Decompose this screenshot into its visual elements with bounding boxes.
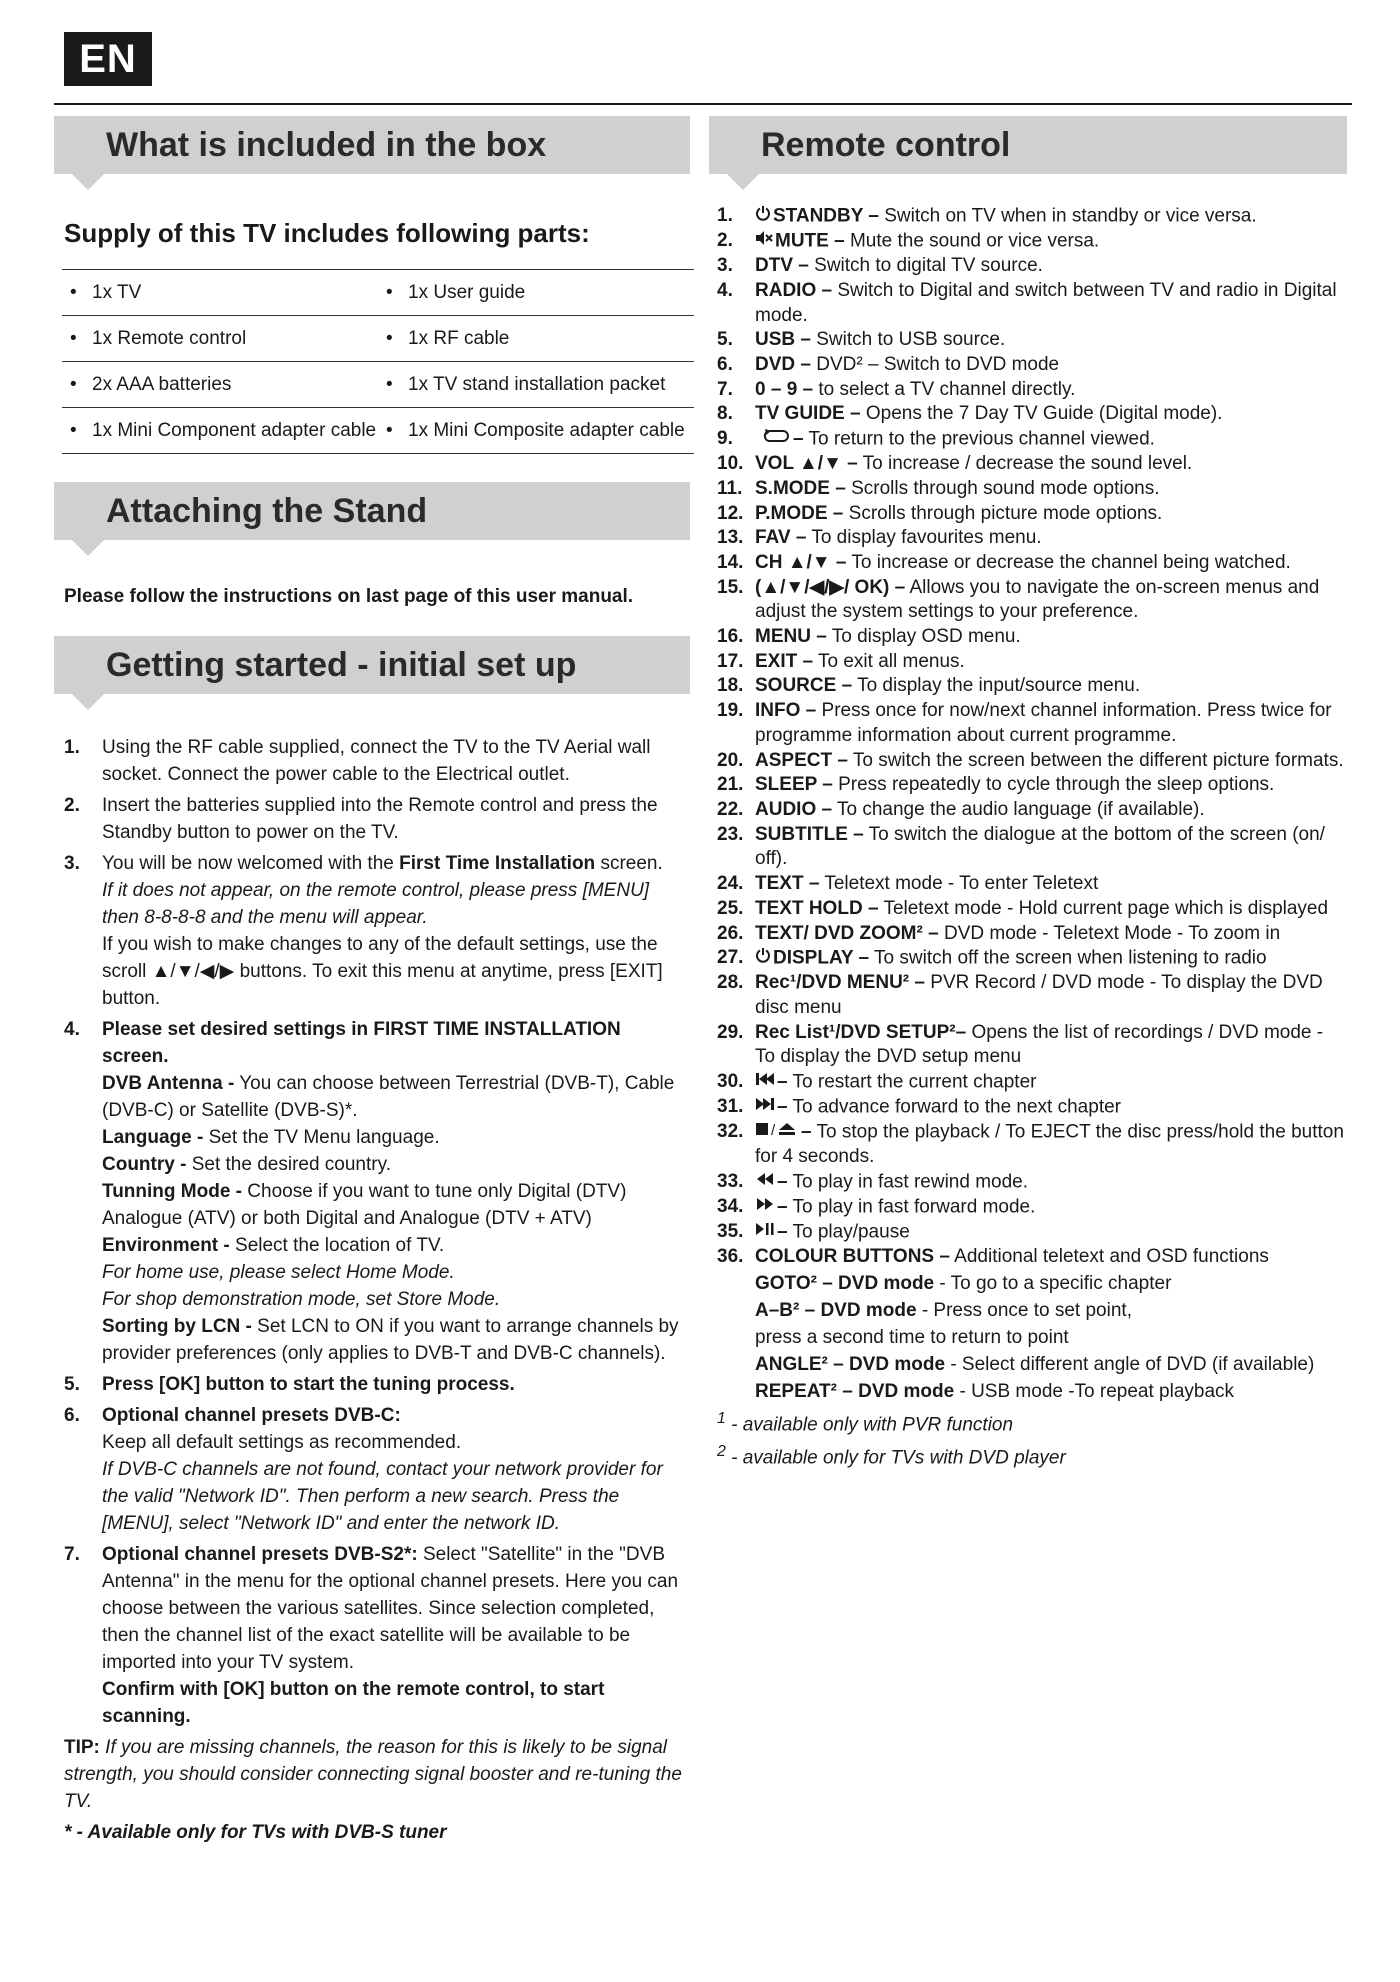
right-column xyxy=(709,116,1347,1472)
list-item: 14. CH ▲/▼ – To increase or decrease the channel being watched. xyxy=(717,551,1291,573)
dvbs-availability-note: * - Available only for TVs with DVB-S tuner xyxy=(64,1822,447,1843)
list-item: 13. FAV – To display favourites menu. xyxy=(717,527,1042,549)
remote-section-title: Remote control xyxy=(709,116,1347,174)
bullet-icon: • xyxy=(70,282,77,303)
bullet-icon: • xyxy=(386,374,393,395)
footnote-dvd: $^2$ - available only for TVs with DVD player xyxy=(717,1443,1066,1469)
list-item: 8. TV GUIDE – Opens the 7 Day TV Guide (Digital mode). xyxy=(717,403,1223,425)
svg-text:/: / xyxy=(771,1122,776,1138)
list-item: 2. Insert the batteries supplied into the Remote control and press the Standby button to power on the TV. xyxy=(64,795,658,843)
play-pause-icon xyxy=(755,1220,775,1245)
list-item: 6. DVD – DVD² – Switch to DVD mode xyxy=(717,353,1060,375)
bullet-icon: • xyxy=(386,328,393,349)
list-item: 11. S.MODE – Scrolls through sound mode options. xyxy=(717,477,1160,499)
list-item: 35. – To play/pause xyxy=(717,1220,1347,1245)
stand-note: Please follow the instructions on last page of this user manual. xyxy=(64,586,634,607)
list-item: 30. – To restart the current chapter xyxy=(717,1070,1347,1095)
stand-section-title: Attaching the Stand xyxy=(54,482,690,540)
part-cell: • 1x Remote control xyxy=(62,316,378,362)
parts-table xyxy=(62,269,694,454)
list-item: 32. / – To stop the playback / To EJECT the disc press/hold the button for 4 seconds. xyxy=(717,1121,1344,1168)
part-cell: • 1x RF cable xyxy=(378,316,694,362)
list-item: 36. COLOUR BUTTONS – Additional teletext and OSD functions xyxy=(717,1246,1269,1268)
list-item: 22. AUDIO – To change the audio language (if available). xyxy=(717,799,1205,820)
list-item: 23. SUBTITLE – To switch the dialogue at the bottom of the screen (on/ off). xyxy=(717,823,1325,870)
list-item: 7. Optional channel presets DVB-S2*: Select "Satellite" in the "DVB Antenna" in the menu for the optional channel presets. Here you can choose between the various satellites. Since selection completed, then the channel list of the exact satellite will be available to be imported into your TV system. Confirm with [OK] button on the remote control, to start scanning. xyxy=(64,1544,679,1727)
stop-eject-icon xyxy=(755,1120,799,1145)
list-item: 4. Please set desired settings in FIRST TIME INSTALLATION screen. DVB Antenna - You can choose between Terrestrial (DVB-T), Cable (DVB-C) or Satellite (DVB-S)*. Language - Set the TV Menu language. Country - Set the desired country. Tunning Mode - Choose if you want to tune only Digital (DTV) Analogue (ATV) or both Digital and Analogue (DTV + ATV) Environment - Select the location of TV. For home use, please select Home Mode. For shop demonstration mode, set Store Mode. Sorting by LCN - Set LCN to ON if you want to arrange channels by provider preferences (only applies to DVB-T and DVB-C channels). xyxy=(64,1019,679,1364)
mute-icon xyxy=(755,229,773,254)
list-item: 34. – To play in fast forward mode. xyxy=(717,1195,1347,1220)
list-item: 10. VOL ▲/▼ – To increase / decrease the sound level. xyxy=(717,453,1193,475)
list-item: 24. TEXT – Teletext mode - To enter Teletext xyxy=(717,873,1099,895)
skip-forward-icon xyxy=(755,1095,775,1120)
list-item: 27. DISPLAY – To switch off the screen when listening to radio xyxy=(717,946,1347,971)
bullet-icon: • xyxy=(70,374,77,395)
language-badge: EN xyxy=(64,32,152,86)
part-cell: • 1x Mini Component adapter cable xyxy=(62,408,378,454)
table-row xyxy=(62,316,694,362)
setup-steps xyxy=(54,734,690,1730)
bullet-icon: • xyxy=(70,420,77,441)
list-item: 15. (▲/▼/◀/▶/ OK) – Allows you to navigate the on-screen menus and adjust the system settings to your preference. xyxy=(717,576,1320,623)
remote-button-list xyxy=(709,204,1347,1270)
list-item: 3. DTV – Switch to digital TV source. xyxy=(717,255,1043,277)
list-item: 9. – To return to the previous channel viewed. xyxy=(717,427,1347,452)
left-column xyxy=(54,116,690,1846)
bullet-icon: • xyxy=(70,328,77,349)
list-item: 5. USB – Switch to USB source. xyxy=(717,329,1006,351)
list-item: 26. TEXT/ DVD ZOOM² – DVD mode - Teletext Mode - To zoom in xyxy=(717,922,1281,944)
bullet-icon: • xyxy=(386,282,393,303)
part-cell: • 1x TV stand installation packet xyxy=(378,362,694,408)
top-divider xyxy=(54,103,1352,105)
bullet-icon: • xyxy=(386,420,393,441)
power-icon xyxy=(755,946,771,971)
list-item: 2. MUTE – Mute the sound or vice versa. xyxy=(717,229,1347,254)
list-item: 6. Optional channel presets DVB-C: Keep all default settings as recommended. If DVB-C channels are not found, contact your network provider for the valid "Network ID". Then perform a new search. Press the [MENU], select "Network ID" and enter the network ID. xyxy=(64,1405,663,1534)
list-item: 33. – To play in fast rewind mode. xyxy=(717,1170,1347,1195)
list-item: 21. SLEEP – Press repeatedly to cycle through the sleep options. xyxy=(717,774,1275,796)
fast-forward-icon xyxy=(755,1195,775,1220)
setup-section-title: Getting started - initial set up xyxy=(54,636,690,694)
part-cell: • 2x AAA batteries xyxy=(62,362,378,408)
box-section-title: What is included in the box xyxy=(54,116,690,174)
supply-heading: Supply of this TV includes following parts: xyxy=(64,218,590,248)
skip-back-icon xyxy=(755,1070,775,1095)
list-item: 29. Rec List¹/DVD SETUP²– Opens the list of recordings / DVD mode - To display the DVD setup menu xyxy=(717,1021,1324,1068)
rewind-icon xyxy=(755,1170,775,1195)
list-item: 17. EXIT – To exit all menus. xyxy=(717,650,965,672)
list-item: 7. 0 – 9 – to select a TV channel directly. xyxy=(717,378,1076,400)
list-item: 1. Using the RF cable supplied, connect the TV to the TV Aerial wall socket. Connect the power cable to the Electrical outlet. xyxy=(64,737,651,785)
power-icon xyxy=(755,204,771,229)
part-cell: • 1x TV xyxy=(62,270,378,316)
tip-note: TIP: If you are missing channels, the reason for this is likely to be signal strength, you should consider connecting signal booster and re-tuning the TV. xyxy=(64,1737,682,1812)
part-cell: • 1x Mini Composite adapter cable xyxy=(378,408,694,454)
list-item: 16. MENU – To display OSD menu. xyxy=(717,626,1021,648)
colour-button-functions: GOTO² – DVD mode - To go to a specific chapter A–B² – DVD mode - Press once to set point, press a second time to return to point ANGLE² – DVD mode - Select different angle of DVD (if available) REPEAT² – DVD mode - USB mode -To repeat playback xyxy=(755,1272,1315,1402)
return-icon xyxy=(761,427,791,452)
list-item: 12. P.MODE – Scrolls through picture mode options. xyxy=(717,502,1163,524)
list-item: 31. – To advance forward to the next chapter xyxy=(717,1095,1347,1120)
list-item: 19. INFO – Press once for now/next channel information. Press twice for programme information about current programme. xyxy=(717,700,1332,746)
list-item: 5. Press [OK] button to start the tuning process. xyxy=(64,1374,515,1395)
list-item: 1. STANDBY – Switch on TV when in standby or vice versa. xyxy=(717,204,1347,229)
list-item: 25. TEXT HOLD – Teletext mode - Hold current page which is displayed xyxy=(717,897,1329,919)
list-item: 18. SOURCE – To display the input/source menu. xyxy=(717,675,1141,697)
footnote-pvr: $^1$ - available only with PVR function xyxy=(717,1409,1014,1436)
list-item: 3. You will be now welcomed with the First Time Installation screen. If it does not appear, on the remote control, please press [MENU] then 8-8-8-8 and the menu will appear. If you wish to make changes to any of the default settings, use the scroll ▲/▼/◀/▶ buttons. To exit this menu at anytime, press [EXIT] button. xyxy=(64,853,663,1009)
table-row xyxy=(62,270,694,316)
list-item: 28. Rec¹/DVD MENU² – PVR Record / DVD mode - To display the DVD disc menu xyxy=(717,972,1323,1018)
part-cell: • 1x User guide xyxy=(378,270,694,316)
list-item: 20. ASPECT – To switch the screen between the different picture formats. xyxy=(717,749,1344,771)
list-item: 4. RADIO – Switch to Digital and switch between TV and radio in Digital mode. xyxy=(717,279,1337,326)
table-row xyxy=(62,408,694,454)
table-row xyxy=(62,362,694,408)
